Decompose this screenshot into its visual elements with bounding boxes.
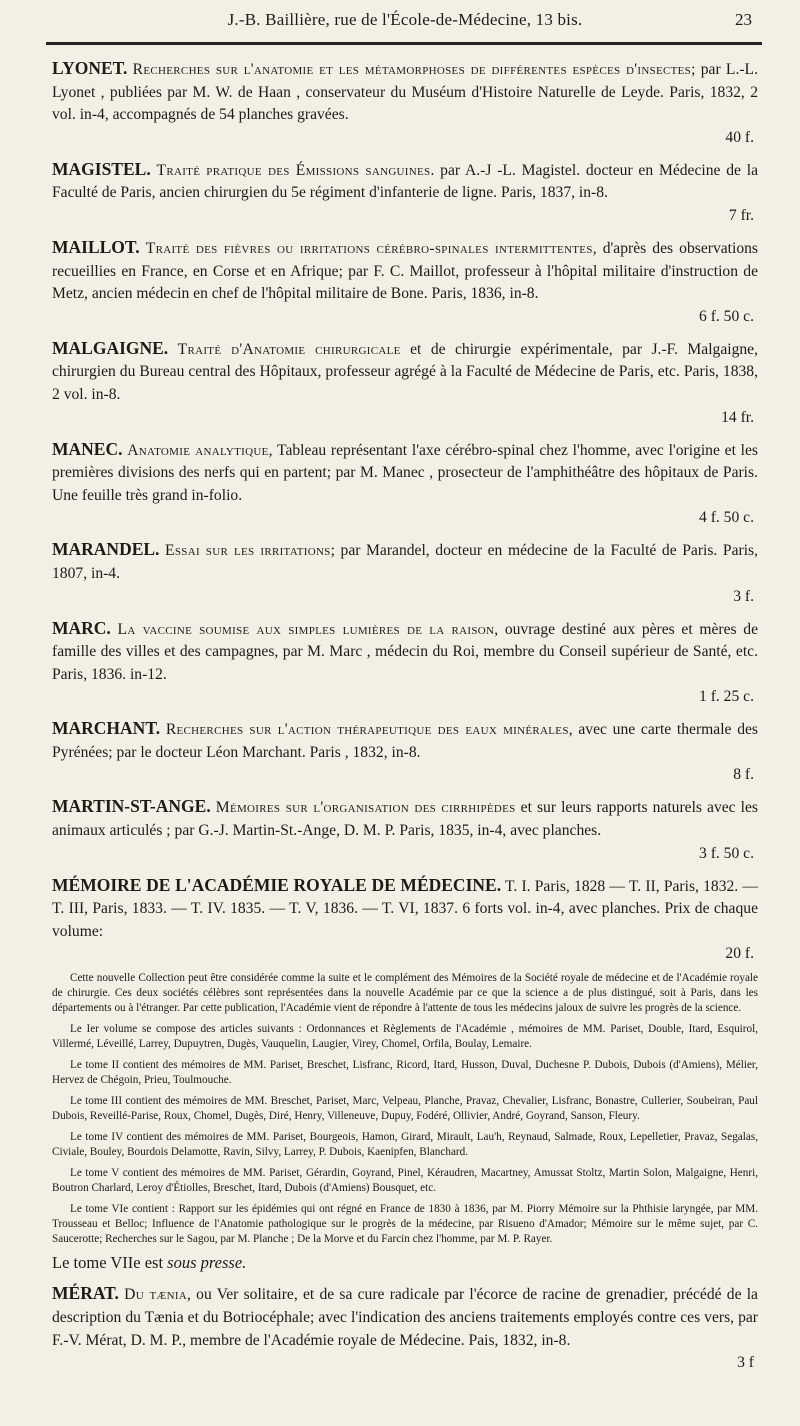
entry-text bbox=[52, 795, 758, 864]
entry-merat bbox=[52, 1282, 758, 1374]
entry-price: 1 f. 25 c. bbox=[699, 688, 754, 706]
entry-title: Recherches sur l'anatomie et les métamorphoses de différentes espèces d'insectes bbox=[132, 61, 692, 78]
entry-title: Essai sur les irritations bbox=[165, 542, 331, 560]
entry-author: MANEC. bbox=[52, 438, 123, 459]
entry-title: Anatomie analytique bbox=[127, 441, 269, 459]
catalogue-entry bbox=[52, 795, 758, 864]
entry-memoire-academie bbox=[52, 874, 758, 1274]
entry-text bbox=[52, 717, 758, 786]
catalogue-entry bbox=[52, 337, 758, 429]
memoire-tome-3: Le tome III contient des mémoires de MM. Breschet, Pariset, Marc, Velpeau, Planche, Pravaz, Chevalier, Lisfranc, Bonastre, Cullerier, Soubeiran, Paul Dubois, Reveillé-Parise, Roux, Chomel, Dugès, Diré, Henry, Villeneuve, Dupuy, Fodéré, Ollivier, André, Goyrand, Sanson, Fleury. bbox=[52, 1095, 758, 1123]
entry-body: ; par Marandel, docteur en médecine de la Faculté de Paris. Paris, 1807, in-4. bbox=[52, 542, 759, 582]
entry-body: , ouvrage destiné aux pères et mères de famille des villes et des campagnes, par M. Marc , médecin du Roi, membre du Conseil supérieur de Santé, etc. Paris, 1836. in-12. bbox=[52, 620, 758, 683]
memoire-description: Cette nouvelle Collection peut être considérée comme la suite et le complément des Mémoires de la Société royale de médecine et de l'Académie royale de chirurgie. Ces deux sociétés célèbres sont représentées dans la nouvelle Académie par ce que la science a de plus distingué, soit à Paris, dans les départements ou à l'étranger. Par cette publication, l'Académie vient de répondre à l'attente de tous les médecins jaloux de suivre les progrès de la science. bbox=[52, 972, 758, 1015]
entry-price: 4 f. 50 c. bbox=[699, 509, 754, 527]
entry-title: Traité des fièvres ou irritations cérébro-spinales intermittentes bbox=[145, 239, 593, 257]
entry-body: . par A.-J -L. Magistel. docteur en Médecine de la Faculté de Paris, ancien chirurgien du 5e régiment d'infanterie de ligne. Paris, 1837, in-8. bbox=[52, 161, 758, 202]
entry-text bbox=[52, 538, 758, 607]
entry-price: 3 f. bbox=[733, 587, 754, 605]
entry-title: La vaccine soumise aux simples lumières de la raison bbox=[117, 620, 495, 638]
page-header bbox=[52, 4, 758, 34]
entry-title: Traité pratique des Émissions sanguines bbox=[156, 161, 431, 179]
press-italic: sous presse. bbox=[167, 1253, 247, 1273]
memoire-press-note bbox=[52, 1253, 758, 1273]
entry-author: MÉRAT. bbox=[52, 1283, 119, 1304]
entry-text bbox=[52, 438, 758, 530]
entry-text bbox=[52, 158, 758, 227]
entry-price: 3 f bbox=[737, 1354, 754, 1372]
entry-price: 40 f. bbox=[725, 128, 754, 146]
entry-body: , ou Ver solitaire, et de sa cure radicale par l'écorce de racine de grenadier, précédé de la description du Tænia et du Botriocéphale; avec l'indication des anciens traitements employés contre ces vers, par F.-V. Mérat, D. M. P., membre de l'Académie royale de Médecine. Pais, 1832, in-8. bbox=[52, 1286, 758, 1349]
catalogue-entries bbox=[52, 57, 758, 865]
entry-price: 14 fr. bbox=[721, 408, 754, 426]
press-prefix: Le tome VIIe est bbox=[52, 1253, 168, 1273]
entry-author: MAGISTEL. bbox=[52, 158, 151, 179]
entry-author: MARANDEL. bbox=[52, 539, 160, 560]
entry-price: 8 f. bbox=[733, 766, 754, 784]
entry-body: , avec une carte thermale des Pyrénées; par le docteur Léon Marchant. Paris , 1832, in-8. bbox=[52, 721, 758, 761]
entry-body: ; par L.-L. Lyonet , publiées par M. W. de Haan , conservateur du Muséum d'Histoire Naturelle de Leyde. Paris, 1832, 2 vol. in-4, accompagnés de 54 planches gravées. bbox=[52, 61, 758, 124]
entry-author: MARC. bbox=[52, 617, 111, 638]
entry-body: , Tableau représentant l'axe cérébro-spinal chez l'homme, avec l'origine et les premières divisions des nerfs qui en partent; par M. Manec , prosecteur de l'amphithéâtre des hôpitaux de Paris. Une feuille très grand in-folio. bbox=[52, 441, 758, 504]
entry-memoire-main bbox=[52, 874, 758, 966]
entry-title: Recherches sur l'action thérapeutique des eaux minérales bbox=[165, 721, 569, 739]
catalogue-entry bbox=[52, 538, 758, 607]
entry-author: MARTIN-ST-ANGE. bbox=[52, 796, 211, 817]
memoire-tome-5: Le tome V contient des mémoires de MM. Pariset, Gérardin, Goyrand, Pinel, Kéraudren, Macartney, Amussat Stoltz, Martin Solon, Malgaigne, Henri, Boutron Charlard, Leroy d'Étiolles, Breschet, Itard, Dubois (d'Amiens) Bousquet, etc. bbox=[52, 1167, 758, 1195]
memoire-tome-6: Le tome VIe contient : Rapport sur les épidémies qui ont régné en France de 1830 à 1836, par M. Piorry Mémoire sur la Phthisie laryngée, par MM. Trousseau et Belloc; Influence de l'Anatomie pathologique sur le progrès de la médecine, par Risueno d'Amador; Mémoire sur le même sujet, par C. Saucerotte; Recherches sur le Sagou, par M. Planche ; De la Morve et du Farcin chez l'homme, par M. P. Rayer. bbox=[52, 1203, 758, 1246]
entry-price: 20 f. bbox=[725, 945, 754, 963]
entry-merat-main bbox=[52, 1282, 758, 1374]
entry-body: et de chirurgie expérimentale, par J.-F. Malgaigne, chirurgien du Bureau central des Hôpitaux, professeur agrégé à la Faculté de Médecine de Paris, etc. Paris, 1838, 2 vol. in-8. bbox=[52, 340, 758, 403]
page-number: 23 bbox=[735, 10, 752, 29]
entry-text bbox=[52, 337, 758, 429]
entry-body: T. I. Paris, 1828 — T. II, Paris, 1832. — T. III, Paris, 1833. — T. IV. 1835. — T. V, 1836. — T. VI, 1837. 6 forts vol. in-4, avec planches. Prix de chaque volume: bbox=[52, 877, 758, 940]
entry-title: Du tænia bbox=[124, 1286, 188, 1304]
catalogue-entry bbox=[52, 158, 758, 227]
entry-text bbox=[52, 57, 758, 149]
entry-price: 7 fr. bbox=[728, 206, 754, 224]
catalogue-entry bbox=[52, 617, 758, 709]
catalogue-entry bbox=[52, 57, 758, 149]
entry-text bbox=[52, 617, 758, 709]
running-title: J.-B. Baillière, rue de l'École-de-Médecine, 13 bis. bbox=[227, 10, 583, 29]
catalogue-entry bbox=[52, 236, 758, 328]
entry-title: Traité d'Anatomie chirurgicale bbox=[177, 340, 401, 358]
memoire-tome-4: Le tome IV contient des mémoires de MM. Pariset, Bourgeois, Hamon, Girard, Mirault, Lau'h, Reynaud, Salmade, Roux, Lepelletier, Pravaz, Segalas, Civiale, Bouley, Bourdois Delamotte, Ravin, Silvy, Larrey, P. Dubois, Kaenipfen, Blanchard. bbox=[52, 1131, 758, 1159]
catalogue-entry bbox=[52, 717, 758, 786]
entry-body: et sur leurs rapports naturels avec les animaux articulés ; par G.-J. Martin-St.-Ange, D. M. P. Paris, 1835, in-4, avec planches. bbox=[52, 799, 758, 840]
entry-author: LYONET. bbox=[52, 58, 128, 78]
entry-text bbox=[52, 236, 758, 328]
entry-body: , d'après des observations recueillies en France, en Corse et en Afrique; par F. C. Maillot, professeur à l'hôpital militaire d'instruction de Metz, ancien médecin en chef de l'hôpital militaire de Bone. Paris, 1836, in-8. bbox=[52, 239, 758, 303]
entry-author: MÉMOIRE DE L'ACADÉMIE ROYALE DE MÉDECINE. bbox=[52, 874, 502, 895]
memoire-tome-1: Le Ier volume se compose des articles suivants : Ordonnances et Règlements de l'Académie , mémoires de MM. Pariset, Double, Itard, Esquirol, Villermé, Léveillé, Larrey, Dupuytren, Dugès, Vauquelin, Laugier, Virey, Chomel, Orfila, Boulay, Lemaire. bbox=[52, 1023, 758, 1051]
entry-author: MALGAIGNE. bbox=[52, 337, 169, 358]
header-rule bbox=[46, 42, 762, 45]
entry-author: MARCHANT. bbox=[52, 718, 161, 739]
entry-price: 3 f. 50 c. bbox=[699, 844, 754, 862]
memoire-tome-2: Le tome II contient des mémoires de MM. Pariset, Breschet, Lisfranc, Ricord, Itard, Husson, Duval, Duchesne P. Dubois, Dubois (d'Amiens), Mélier, Hervez de Chégoin, Prieu, Toulmouche. bbox=[52, 1059, 758, 1087]
entry-author: MAILLOT. bbox=[52, 236, 140, 257]
entry-price: 6 f. 50 c. bbox=[699, 307, 754, 325]
catalogue-entry bbox=[52, 438, 758, 530]
entry-title: Mémoires sur l'organisation des cirrhipèdes bbox=[215, 799, 516, 817]
